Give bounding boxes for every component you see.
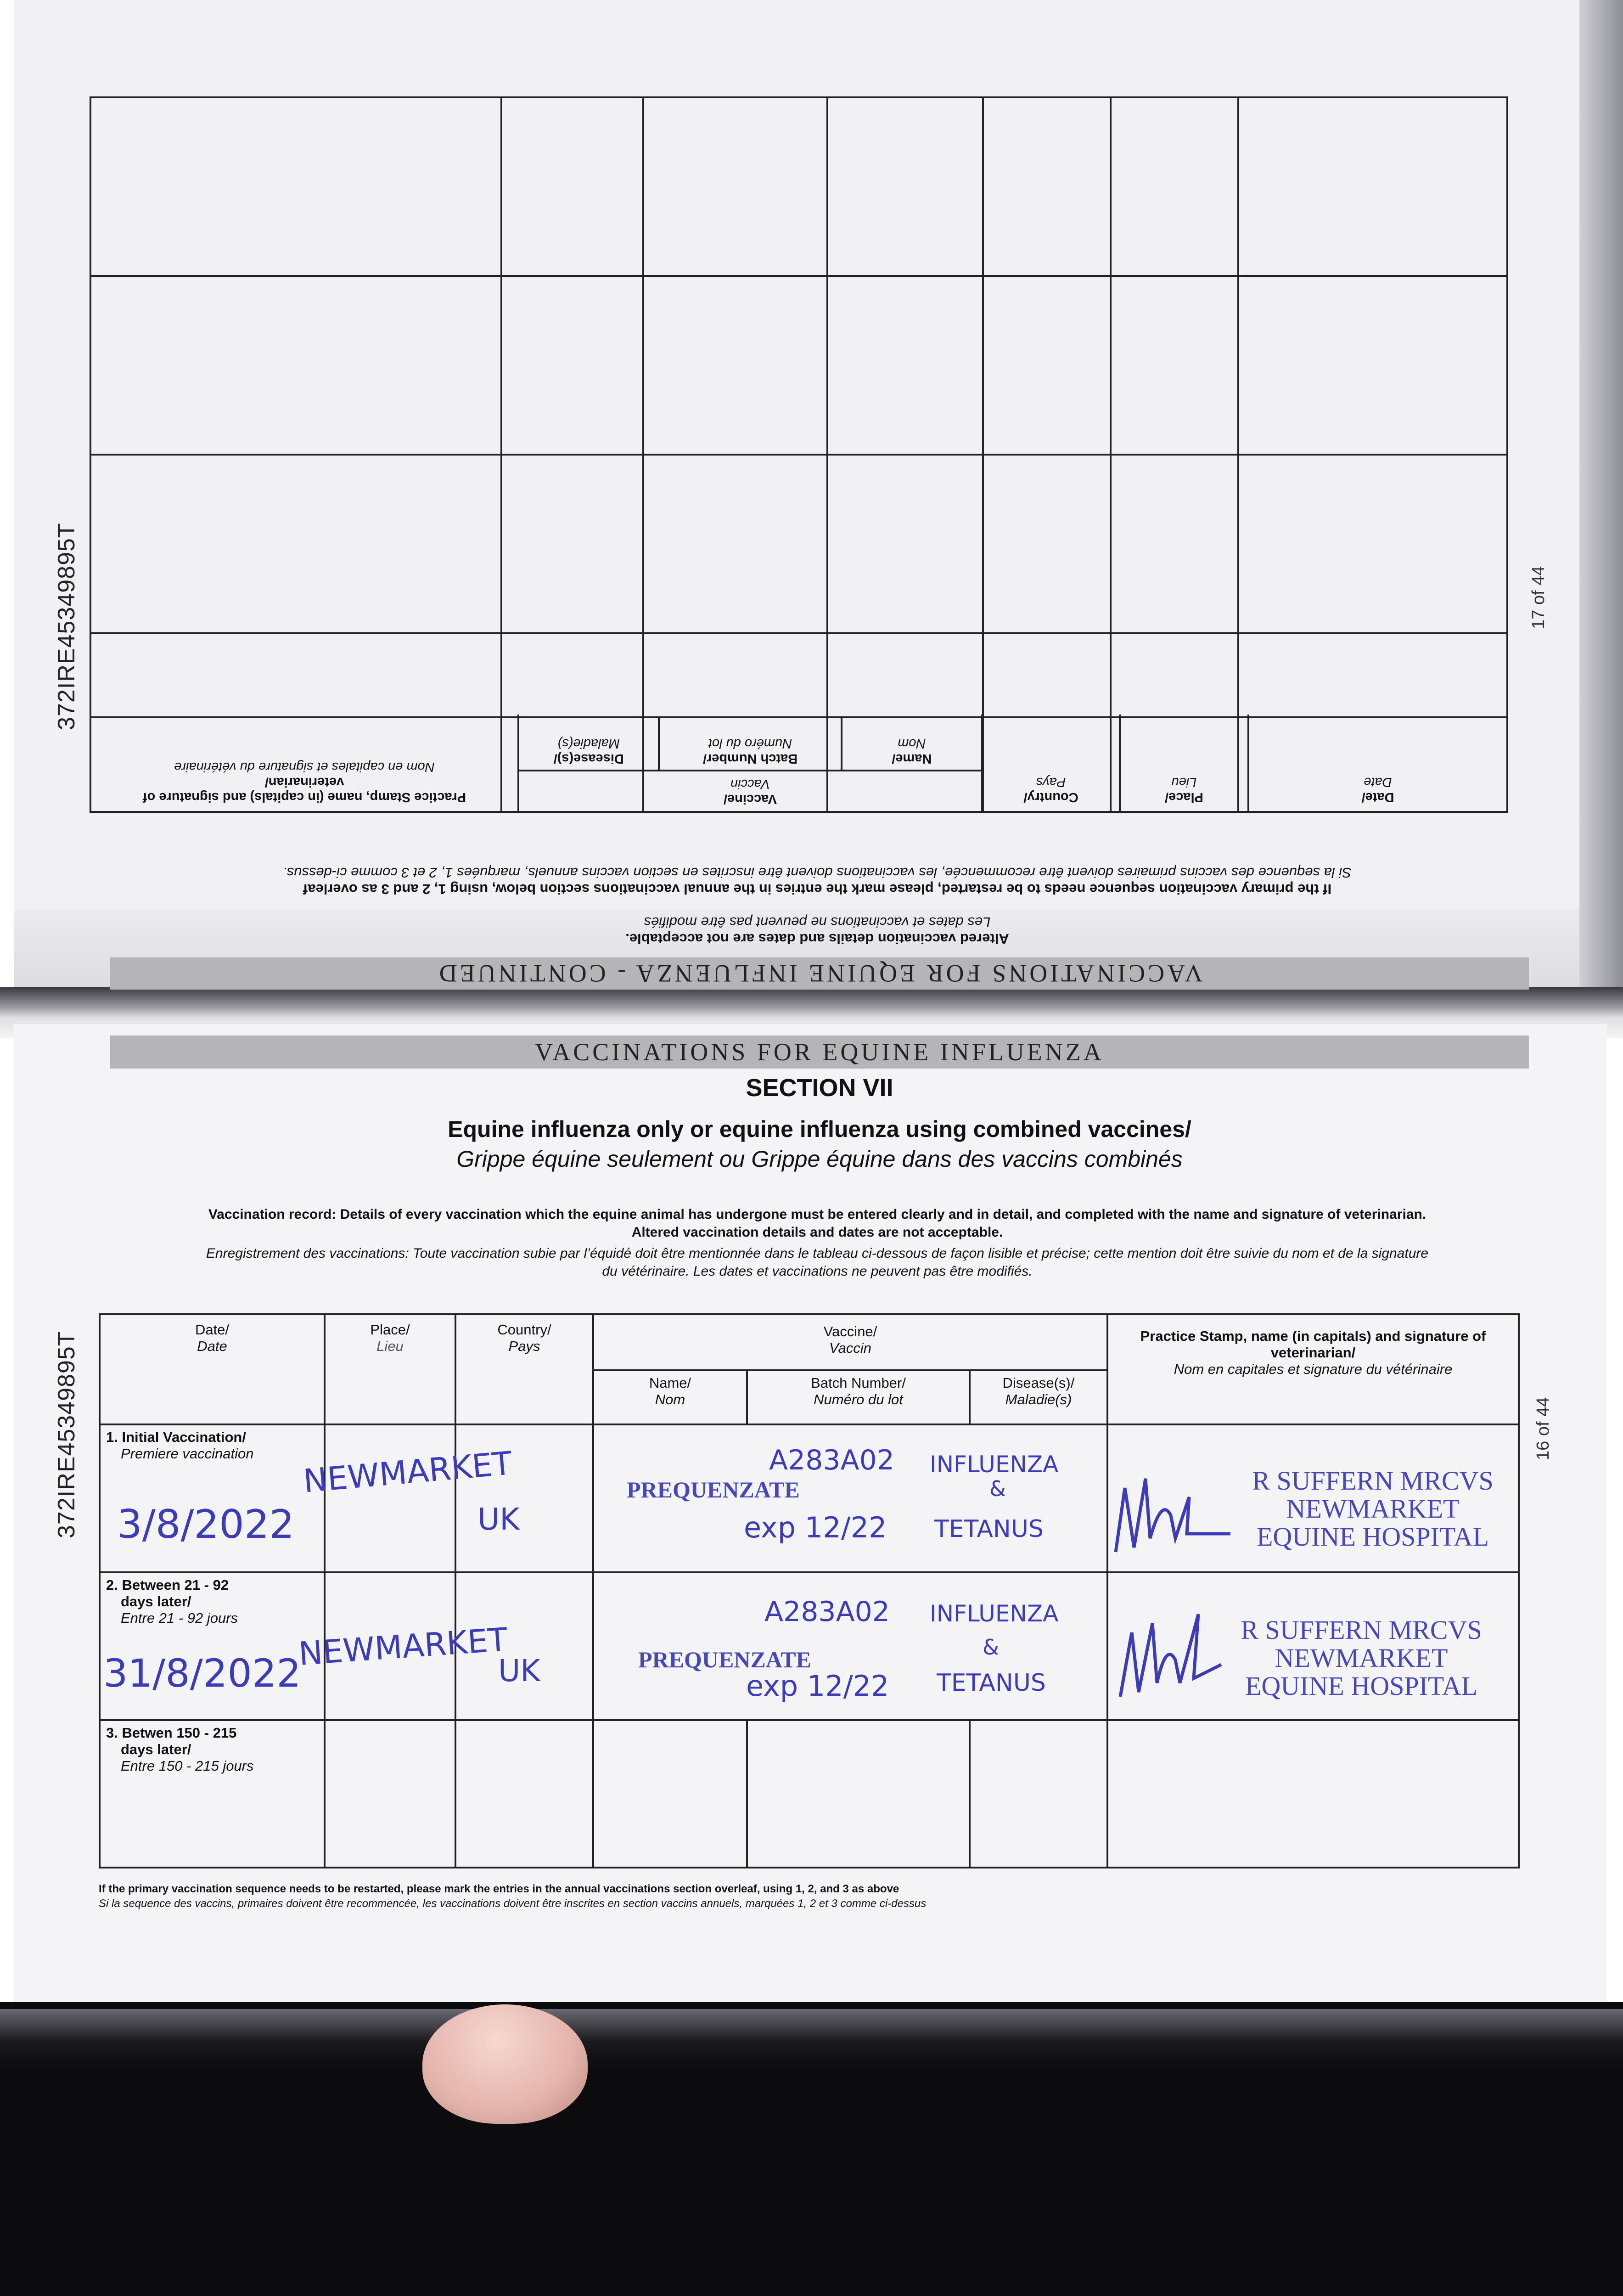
header-place-fr: Lieu: [376, 1338, 404, 1354]
header-place-en: Place/: [370, 1322, 410, 1338]
row1-country: UK: [477, 1502, 520, 1537]
header-disease-en: Disease(s)/: [1002, 1375, 1075, 1391]
finger: [422, 2004, 588, 2124]
row1-place: NEWMARKET: [302, 1444, 514, 1500]
upper-header-place-fr: Lieu: [1171, 775, 1197, 789]
record-fr: Enregistrement des vaccinations: Toute vaccination subie par l’équidé doit être mentionnée dans le tableau ci-dessous de façon lisible et précise; cette mention doit être suivie du nom et de la signature: [206, 1246, 1429, 1261]
header-disease: [970, 1370, 1107, 1424]
subtitle-en: Equine influenza only or equine influenza using combined vaccines/: [448, 1116, 1191, 1142]
header-batch-en: Batch Number/: [811, 1375, 906, 1391]
row-label-b: days later/: [121, 1593, 191, 1609]
upper-vaccination-grid: [90, 96, 1508, 813]
row2-stamp-line1: R SUFFERN MRCVS: [1241, 1615, 1482, 1645]
table-row: [100, 1720, 1519, 1868]
upper-header-date: [1249, 715, 1506, 811]
header-country: [455, 1314, 593, 1424]
upper-header-country-en: Country/: [1023, 790, 1078, 805]
upper-header-disease-fr: Maladie(s): [557, 736, 620, 751]
upper-header-stamp-fr: Nom en capitales et signature du vétérinaire: [174, 760, 435, 774]
serial-number-lower: 372IRE45349895T: [53, 1331, 80, 1538]
row2-batch: A283A02: [764, 1596, 890, 1628]
row1-stamp-line2: NEWMARKET: [1286, 1493, 1460, 1524]
footer-note-en: If the primary vaccination sequence needs to be restarted, please mark the entries in the annual vaccinations section overleaf, using 1, 2, and 3 as above: [99, 1883, 899, 1895]
upper-header-place-en: Place/: [1165, 790, 1203, 805]
header-date: [100, 1314, 325, 1424]
row1-disease-sep: &: [989, 1476, 1006, 1501]
row2-stamp-line3: EQUINE HOSPITAL: [1245, 1671, 1478, 1701]
book-cover-edge: [0, 2009, 1623, 2069]
row-label-b: days later/: [121, 1741, 191, 1757]
upper-header-batch: [660, 716, 842, 770]
row-label: [100, 1720, 325, 1868]
row2-disease-1: INFLUENZA: [930, 1600, 1059, 1627]
row2-disease-2: TETANUS: [937, 1669, 1046, 1697]
record-fr-2: du vétérinaire. Les dates et vaccinations ne peuvent pas être modifiés.: [602, 1264, 1033, 1279]
row1-stamp: [1235, 1467, 1511, 1551]
header-name-fr: Nom: [655, 1391, 685, 1407]
header-vaccine-fr: Vaccin: [829, 1340, 871, 1356]
upper-header-name-en: Name/: [892, 751, 932, 766]
upper-header-country-fr: Pays: [1036, 775, 1066, 789]
row1-stamp-line3: EQUINE HOSPITAL: [1256, 1521, 1489, 1552]
row2-stamp: [1224, 1616, 1499, 1700]
row1-disease-1: INFLUENZA: [930, 1451, 1059, 1478]
upper-banner: VACCINATIONS FOR EQUINE INFLUENZA - CONTINUED: [110, 957, 1529, 990]
upper-header-vaccine-en: Vaccine/: [723, 792, 777, 806]
header-date-en: Date/: [195, 1322, 230, 1338]
book-edge: [1579, 0, 1623, 1038]
row-label-fr: Premiere vaccination: [121, 1446, 254, 1462]
row1-disease-2: TETANUS: [934, 1515, 1044, 1543]
serial-number-upper: 372IRE45349895T: [53, 523, 80, 730]
header-name-en: Name/: [649, 1375, 691, 1391]
upper-header-disease: [519, 716, 660, 770]
row2-vaccine: PREQUENZATE: [638, 1647, 811, 1672]
upper-note-restart-fr: Si la sequence des vaccins primaires doivent être recommencée, les vaccinations doivent être inscrites en section vaccins annuels, marquées 1, 2 et 3 comme ci-dessus.: [283, 865, 1352, 881]
upper-header-batch-fr: Numéro du lot: [708, 736, 792, 751]
upper-header-batch-en: Batch Number/: [702, 751, 798, 766]
row2-disease-sep: &: [983, 1635, 999, 1660]
header-stamp-en: Practice Stamp, name (in capitals) and signature of veterinarian/: [1140, 1328, 1486, 1361]
row-label-fr: Entre 21 - 92 jours: [121, 1610, 238, 1626]
row2-place: NEWMARKET: [297, 1621, 509, 1673]
row1-stamp-line1: R SUFFERN MRCVS: [1252, 1466, 1494, 1496]
section-title: SECTION VII: [746, 1074, 893, 1102]
upper-header-place: [1121, 715, 1249, 811]
header-name: [593, 1370, 747, 1424]
row1-batch: A283A02: [769, 1444, 894, 1476]
row-label: [100, 1424, 325, 1572]
page-number-lower: 16 of 44: [1533, 1397, 1553, 1460]
header-vaccine-en: Vaccine/: [823, 1323, 877, 1339]
row2-date: 31/8/2022: [103, 1651, 301, 1696]
row1-date: 3/8/2022: [117, 1502, 295, 1548]
header-vaccine: [593, 1314, 1107, 1370]
page-number-upper: 17 of 44: [1529, 566, 1548, 629]
header-country-en: Country/: [497, 1322, 551, 1338]
row-label-en: 3. Betwen 150 - 215: [106, 1725, 237, 1741]
row1-signature-icon: [1106, 1469, 1235, 1561]
header-country-fr: Pays: [508, 1338, 540, 1354]
upper-header-name-fr: Nom: [898, 736, 926, 751]
row1-vaccine: PREQUENZATE: [627, 1477, 800, 1503]
upper-header-country: [983, 715, 1121, 811]
subtitle-fr: Grippe équine seulement ou Grippe équine dans des vaccins combinés: [456, 1146, 1183, 1172]
upper-header-name: [842, 716, 981, 770]
header-stamp-fr: Nom en capitales et signature du vétérinaire: [1174, 1361, 1453, 1377]
row-label: [100, 1572, 325, 1720]
vaccination-table: [99, 1313, 1520, 1867]
upper-header-vaccine: [519, 715, 983, 811]
upper-header-stamp-en: Practice Stamp, name (in capitals) and signature of veterinarian/: [142, 775, 466, 805]
row-label-fr: Entre 150 - 215 jours: [121, 1758, 254, 1774]
upper-note-altered-en: Altered vaccination details and dates are not acceptable.: [625, 931, 1009, 947]
section-banner: VACCINATIONS FOR EQUINE INFLUENZA: [110, 1035, 1529, 1069]
row1-expiry: exp 12/22: [744, 1511, 887, 1544]
record-instructions-fr: [110, 1244, 1524, 1280]
upper-header-disease-en: Disease(s)/: [553, 751, 624, 766]
header-stamp: [1107, 1314, 1519, 1424]
row2-stamp-line2: NEWMARKET: [1275, 1643, 1448, 1673]
record-instructions: [110, 1205, 1524, 1241]
upper-header-vaccine-fr: Vaccin: [730, 777, 770, 791]
record-en-2: Altered vaccination details and dates are not acceptable.: [631, 1225, 1003, 1240]
upper-notes: [152, 831, 1483, 951]
header-disease-fr: Maladie(s): [1005, 1391, 1072, 1407]
upper-note-altered-fr: Les dates et vaccinations ne peuvent pas être modifiés: [644, 914, 991, 930]
upper-header-stamp: [91, 715, 519, 811]
row2-country: UK: [498, 1653, 540, 1688]
header-place: [325, 1314, 455, 1424]
row2-expiry: exp 12/22: [746, 1669, 889, 1703]
row2-signature-icon: [1111, 1609, 1230, 1706]
upper-note-restart-en: If the primary vaccination sequence needs to be restarted, please mark the entries in the annual vaccinations section below, using 1, 2 and 3 as overleaf: [303, 881, 1332, 897]
upper-header-date-fr: Date: [1364, 775, 1392, 789]
upper-table-header: [90, 716, 1508, 813]
record-en: Vaccination record: Details of every vaccination which the equine animal has undergone must be entered clearly and in detail, and completed with the name and signature of veterinarian.: [208, 1207, 1426, 1222]
row-label-en: 1. Initial Vaccination/: [106, 1429, 246, 1445]
header-batch: [747, 1370, 970, 1424]
header-date-fr: Date: [197, 1338, 227, 1354]
footer-note-fr: Si la sequence des vaccins, primaires doivent être recommencée, les vaccinations doivent être inscrites en section vaccins annuels, marquées 1, 2 et 3 comme ci-dessus: [99, 1897, 927, 1910]
row-label-en: 2. Between 21 - 92: [106, 1577, 229, 1593]
header-batch-fr: Numéro du lot: [814, 1391, 903, 1407]
upper-header-date-en: Date/: [1361, 790, 1394, 805]
